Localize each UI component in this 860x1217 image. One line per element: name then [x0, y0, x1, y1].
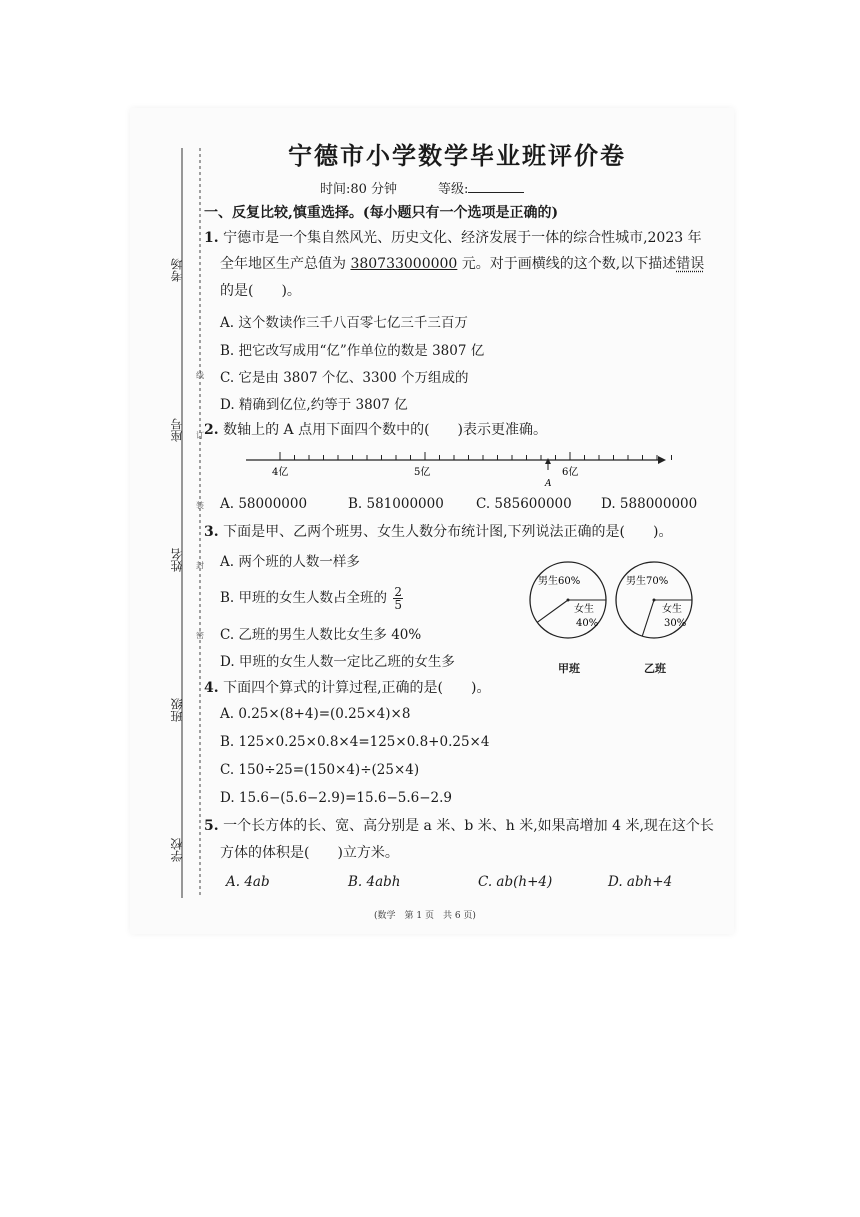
class-label: 班级 — [170, 698, 184, 722]
pie-left-girl-label: 女生 — [574, 604, 594, 615]
q4-line — [204, 678, 490, 698]
page-title: 宁德市小学数学毕业班评价卷 — [288, 141, 626, 170]
number-line — [242, 444, 672, 492]
pie-charts — [526, 558, 700, 654]
q5-line1 — [204, 816, 714, 836]
q1-emphasis: 错误 — [676, 256, 705, 272]
q3-option-c: C. 乙班的男生人数比女生多 40% — [220, 627, 422, 643]
q3-option-b — [220, 586, 403, 611]
section-title: 一、反复比较,慎重选择。(每小题只有一个选项是正确的) — [204, 205, 559, 221]
fraction-denominator: 5 — [394, 598, 402, 612]
q3-option-a: A. 两个班的人数一样多 — [220, 554, 360, 570]
q1-underlined-number: 380733000000 — [350, 256, 458, 272]
q1-option-c: C. 它是由 3807 个亿、3300 个万组成的 — [220, 370, 469, 386]
binding-lines — [130, 108, 210, 934]
bind-mark: 订 — [196, 431, 204, 440]
q1-text-pre: 全年地区生产总值为 — [220, 256, 351, 272]
name-label: 姓名 — [170, 548, 184, 572]
q4-text: 下面四个算式的计算过程,正确的是( )。 — [223, 680, 491, 696]
axis-label-6yi: 6亿 — [562, 467, 579, 478]
point-a-label: A — [545, 479, 552, 489]
q2-text: 数轴上的 A 点用下面四个数中的( )表示更准确。 — [223, 422, 548, 438]
q4-option-b: B. 125×0.25×0.8×4=125×0.8+0.25×4 — [220, 734, 490, 750]
school-label: 学校 — [170, 838, 184, 862]
q1-option-b: B. 把它改写成用“亿”作单位的数是 3807 亿 — [220, 343, 485, 359]
q5-option-b: B. 4abh — [348, 874, 401, 890]
pie-left-boy-label: 男生60% — [538, 576, 581, 587]
q5-option-a: A. 4ab — [226, 874, 270, 890]
page-footer: (数学 第 1 页 共 6 页) — [374, 911, 476, 921]
q4-option-a: A. 0.25×(8+4)=(0.25×4)×8 — [220, 706, 411, 722]
q4-option-d: D. 15.6−(5.6−2.9)=15.6−5.6−2.9 — [220, 790, 453, 806]
pie-right-divider-b — [642, 600, 654, 636]
q1-text-line3: 的是( )。 — [220, 283, 301, 299]
grade-blank — [468, 180, 524, 193]
q3-line — [204, 522, 672, 542]
q2-option-d: D. 588000000 — [601, 496, 698, 512]
line-mark: 线 — [196, 371, 204, 380]
pie-right-boy-label: 男生70% — [626, 576, 669, 587]
pie-right-caption: 乙班 — [644, 662, 666, 675]
staple-mark: 装 — [196, 501, 204, 510]
q3-option-b-text: B. 甲班的女生人数占全班的 — [220, 590, 388, 606]
q1-option-a: A. 这个数读作三千八百零七亿三千三百万 — [220, 315, 468, 331]
q2-option-a: A. 58000000 — [220, 496, 308, 512]
q5-text-line2: 方体的体积是( )立方米。 — [220, 845, 399, 861]
q1-number: 1. — [204, 230, 219, 246]
q2-number: 2. — [204, 422, 219, 438]
q2-option-b: B. 581000000 — [348, 496, 444, 512]
q5-text-line1: 一个长方体的长、宽、高分别是 a 米、b 米、h 米,如果高增加 4 米,现在这个长 — [223, 818, 714, 834]
q3-number: 3. — [204, 524, 219, 540]
axis-label-5yi: 5亿 — [414, 467, 431, 478]
exam-time: 时间:80 分钟 — [320, 182, 398, 197]
q1-text-line1: 宁德市是一个集自然风光、历史文化、经济发展于一体的综合性城市,2023 年 — [223, 230, 702, 246]
seal-mark: 封 — [196, 561, 204, 570]
point-a-arrowhead — [545, 458, 551, 464]
q1-line2 — [220, 254, 704, 274]
q1-line1 — [204, 228, 702, 248]
exam-page — [130, 108, 734, 934]
q3-option-d: D. 甲班的女生人数一定比乙班的女生多 — [220, 654, 455, 670]
secret-mark: 密 — [196, 631, 204, 640]
q5-option-d: D. abh+4 — [608, 874, 673, 890]
fraction-numerator: 2 — [394, 585, 402, 599]
q2-line — [204, 420, 547, 440]
q1-text-post: 元。对于画横线的这个数,以下描述 — [457, 256, 677, 272]
q4-option-c: C. 150÷25=(150×4)÷(25×4) — [220, 762, 420, 778]
q1-option-d: D. 精确到亿位,约等于 3807 亿 — [220, 397, 408, 413]
pie-right-girl-label: 女生 — [662, 604, 682, 615]
pie-left-divider-b — [537, 600, 568, 622]
grade-field — [438, 178, 524, 197]
q3-text: 下面是甲、乙两个班男、女生人数分布统计图,下列说法正确的是( )。 — [223, 524, 673, 540]
seat-number-label: 座号 — [170, 418, 184, 442]
exam-room-label: 考场 — [170, 258, 184, 282]
pie-left-girl-pct: 40% — [576, 618, 599, 629]
q4-number: 4. — [204, 680, 219, 696]
grade-label: 等级: — [438, 182, 469, 197]
q5-number: 5. — [204, 818, 219, 834]
fraction-two-fifths — [393, 586, 403, 611]
pie-right-girl-pct: 30% — [664, 618, 687, 629]
axis-label-4yi: 4亿 — [272, 467, 289, 478]
pie-left-caption: 甲班 — [558, 662, 580, 675]
q5-option-c: C. ab(h+4) — [478, 874, 553, 890]
q2-option-c: C. 585600000 — [476, 496, 572, 512]
